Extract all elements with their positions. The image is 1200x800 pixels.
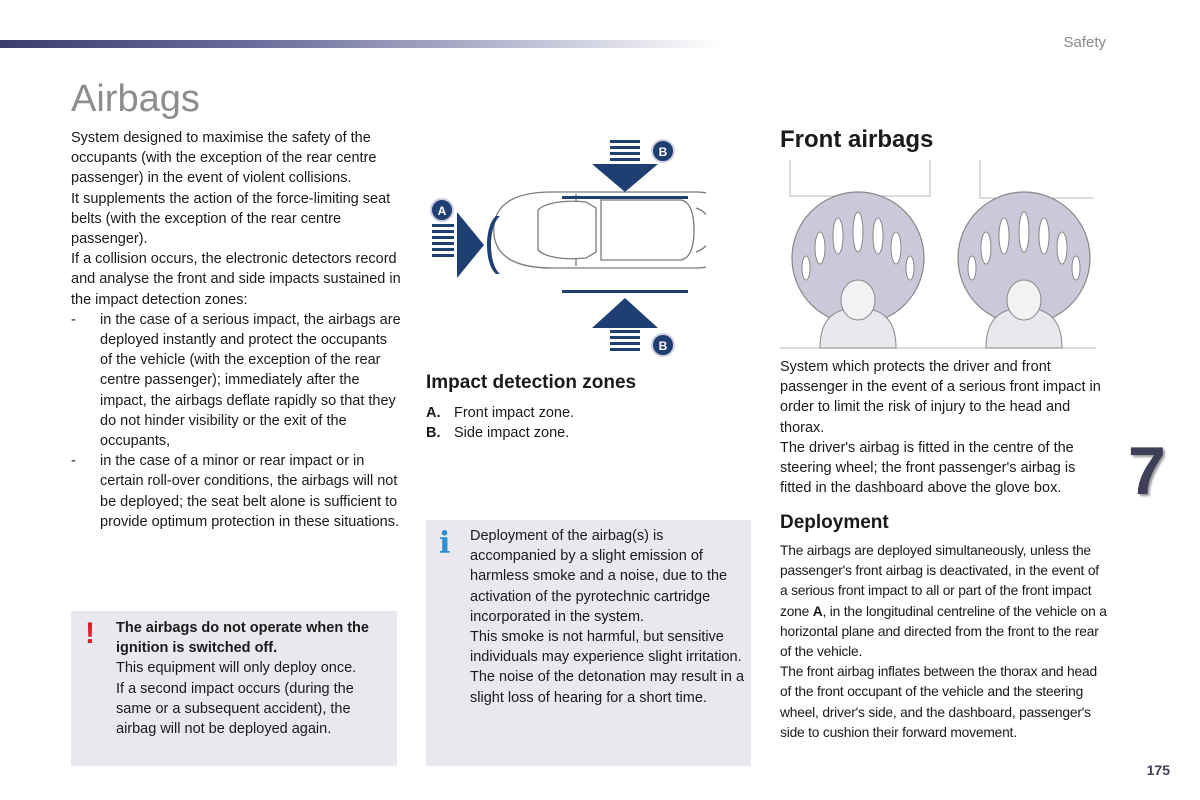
info-box: [426, 520, 751, 766]
impact-zones-list: [426, 403, 574, 443]
info-paragraph: The noise of the detonation may result in a slight loss of hearing for a short time.: [470, 669, 745, 706]
bullet-item: [71, 310, 401, 451]
zone-key: A.: [426, 405, 441, 421]
info-text: [470, 526, 747, 708]
intro-paragraph: If a collision occurs, the electronic detectors record and analyse the front and side impacts sustained in the impact detection zones:: [71, 251, 401, 308]
front-airbags-description: [780, 357, 1110, 498]
front-airbags-title: Front airbags: [780, 126, 934, 153]
front-airbags-illustration: [780, 158, 1096, 350]
intro-column: [71, 128, 401, 532]
front-paragraph: The driver's airbag is fitted in the centre of the steering wheel; the front passenger's airbag is fitted in the dashboard above the glove box.: [780, 439, 1076, 497]
page-number: 175: [1146, 762, 1170, 778]
list-item: [426, 403, 574, 423]
page-title: Airbags: [71, 78, 200, 120]
badge-b-bottom: [652, 334, 674, 356]
zone-text: Side impact zone.: [454, 425, 570, 442]
zone-text: Front impact zone.: [454, 405, 575, 421]
badge-b-top: [652, 140, 674, 162]
impact-zones-diagram: [426, 130, 706, 365]
deployment-paragraph: The front airbag inflates between the thorax and head of the front occupant of the vehicle and the steering wheel, driver's side, and the dashboard, passenger's side to cushion their forward movement.: [780, 664, 1097, 740]
warning-text: [116, 618, 391, 739]
warning-box: [71, 611, 397, 766]
header-gradient-bar: [0, 40, 720, 48]
car-top-view-illustration: [494, 192, 706, 268]
exclamation-icon: !: [85, 617, 95, 650]
badge-b-label: B: [658, 145, 668, 159]
zone-key: B.: [426, 425, 441, 442]
driver-airbag-illustration: [792, 192, 924, 348]
deployment-text: [780, 541, 1110, 743]
bullet-dash: -: [71, 453, 76, 470]
info-paragraph: This smoke is not harmful, but sensitive individuals may experience slight irritation.: [470, 629, 742, 666]
list-item: [426, 423, 574, 443]
deployment-paragraph: [780, 541, 1110, 662]
passenger-airbag-illustration: [958, 192, 1090, 348]
badge-a: [431, 199, 453, 221]
deployment-zone: A: [812, 603, 823, 619]
deployment-title: Deployment: [780, 512, 889, 533]
intro-paragraph: System designed to maximise the safety of the occupants (with the exception of the rear centre passenger) in the event of violent collisions.: [71, 130, 377, 187]
bullet-item: [71, 451, 401, 532]
deployment-text-after: , in the longitudinal centreline of the vehicle on a horizontal plane and directed from the front to the rear of the vehicle.: [780, 603, 1107, 660]
badge-b-label: B: [658, 339, 668, 353]
badge-a-label: A: [437, 204, 447, 218]
intro-paragraph: It supplements the action of the force-limiting seat belts (with the exception of the rear centre passenger).: [71, 190, 391, 248]
bullet-text: in the case of a minor or rear impact or in certain roll-over conditions, the airbags will not be deployed; the seat belt alone is sufficient to provide optimum protection in these situations.: [100, 453, 400, 530]
bullet-dash: -: [71, 311, 76, 328]
front-paragraph: System which protects the driver and front passenger in the event of a serious front impact in order to limit the risk of injury to the head and thorax.: [780, 359, 1101, 436]
warning-heading: The airbags do not operate when the ignition is switched off.: [116, 620, 369, 657]
warning-paragraph: This equipment will only deploy once.: [116, 660, 357, 677]
info-icon: i: [439, 526, 451, 561]
bullet-text: in the case of a serious impact, the airbags are deployed instantly and protect the occupants of the vehicle (with the exception of the rear centre passenger); immediately after the impact, the airbags deflate rapidly so that they do not hinder visibility or the exit of the occupants,: [100, 311, 401, 450]
section-label: Safety: [1063, 34, 1106, 51]
warning-paragraph: If a second impact occurs (during the same or a subsequent accident), the airbag will not be deployed again.: [116, 680, 354, 738]
chapter-number: 7: [1128, 433, 1166, 509]
info-paragraph: Deployment of the airbag(s) is accompanied by a slight emission of harmless smoke and a noise, due to the activation of the pyrotechnic cartridge incorporated in the system.: [470, 528, 728, 625]
impact-zones-title: Impact detection zones: [426, 372, 637, 393]
deployment-text-before: The airbags are deployed simultaneously, unless the passenger's front airbag is deactivated, in the event of a serious front impact to all or part of the front impact zone: [780, 543, 1099, 619]
